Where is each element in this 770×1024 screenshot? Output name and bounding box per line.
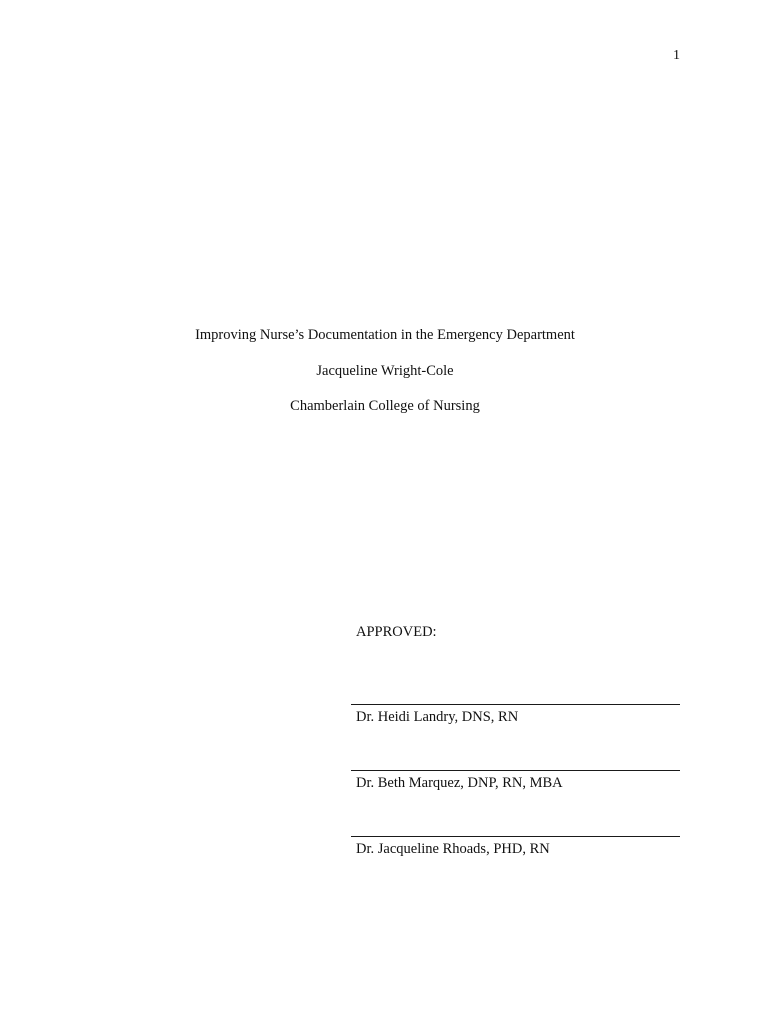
- institution-name: Chamberlain College of Nursing: [290, 398, 480, 414]
- signature-line: [351, 704, 680, 705]
- signature-line: [351, 836, 680, 837]
- signature-block: [351, 836, 680, 858]
- author-name: Jacqueline Wright-Cole: [316, 363, 454, 379]
- document-title: Improving Nurse’s Documentation in the Emergency Department: [195, 327, 575, 343]
- signature-block: [351, 704, 680, 726]
- signature-line: [351, 770, 680, 771]
- approved-label: APPROVED:: [356, 624, 437, 640]
- signature-block: [351, 770, 680, 792]
- signatory-name: Dr. Heidi Landry, DNS, RN: [356, 709, 519, 725]
- page-number: 1: [673, 48, 680, 63]
- signatory-name: Dr. Jacqueline Rhoads, PHD, RN: [356, 841, 550, 857]
- signatory-name: Dr. Beth Marquez, DNP, RN, MBA: [356, 775, 563, 791]
